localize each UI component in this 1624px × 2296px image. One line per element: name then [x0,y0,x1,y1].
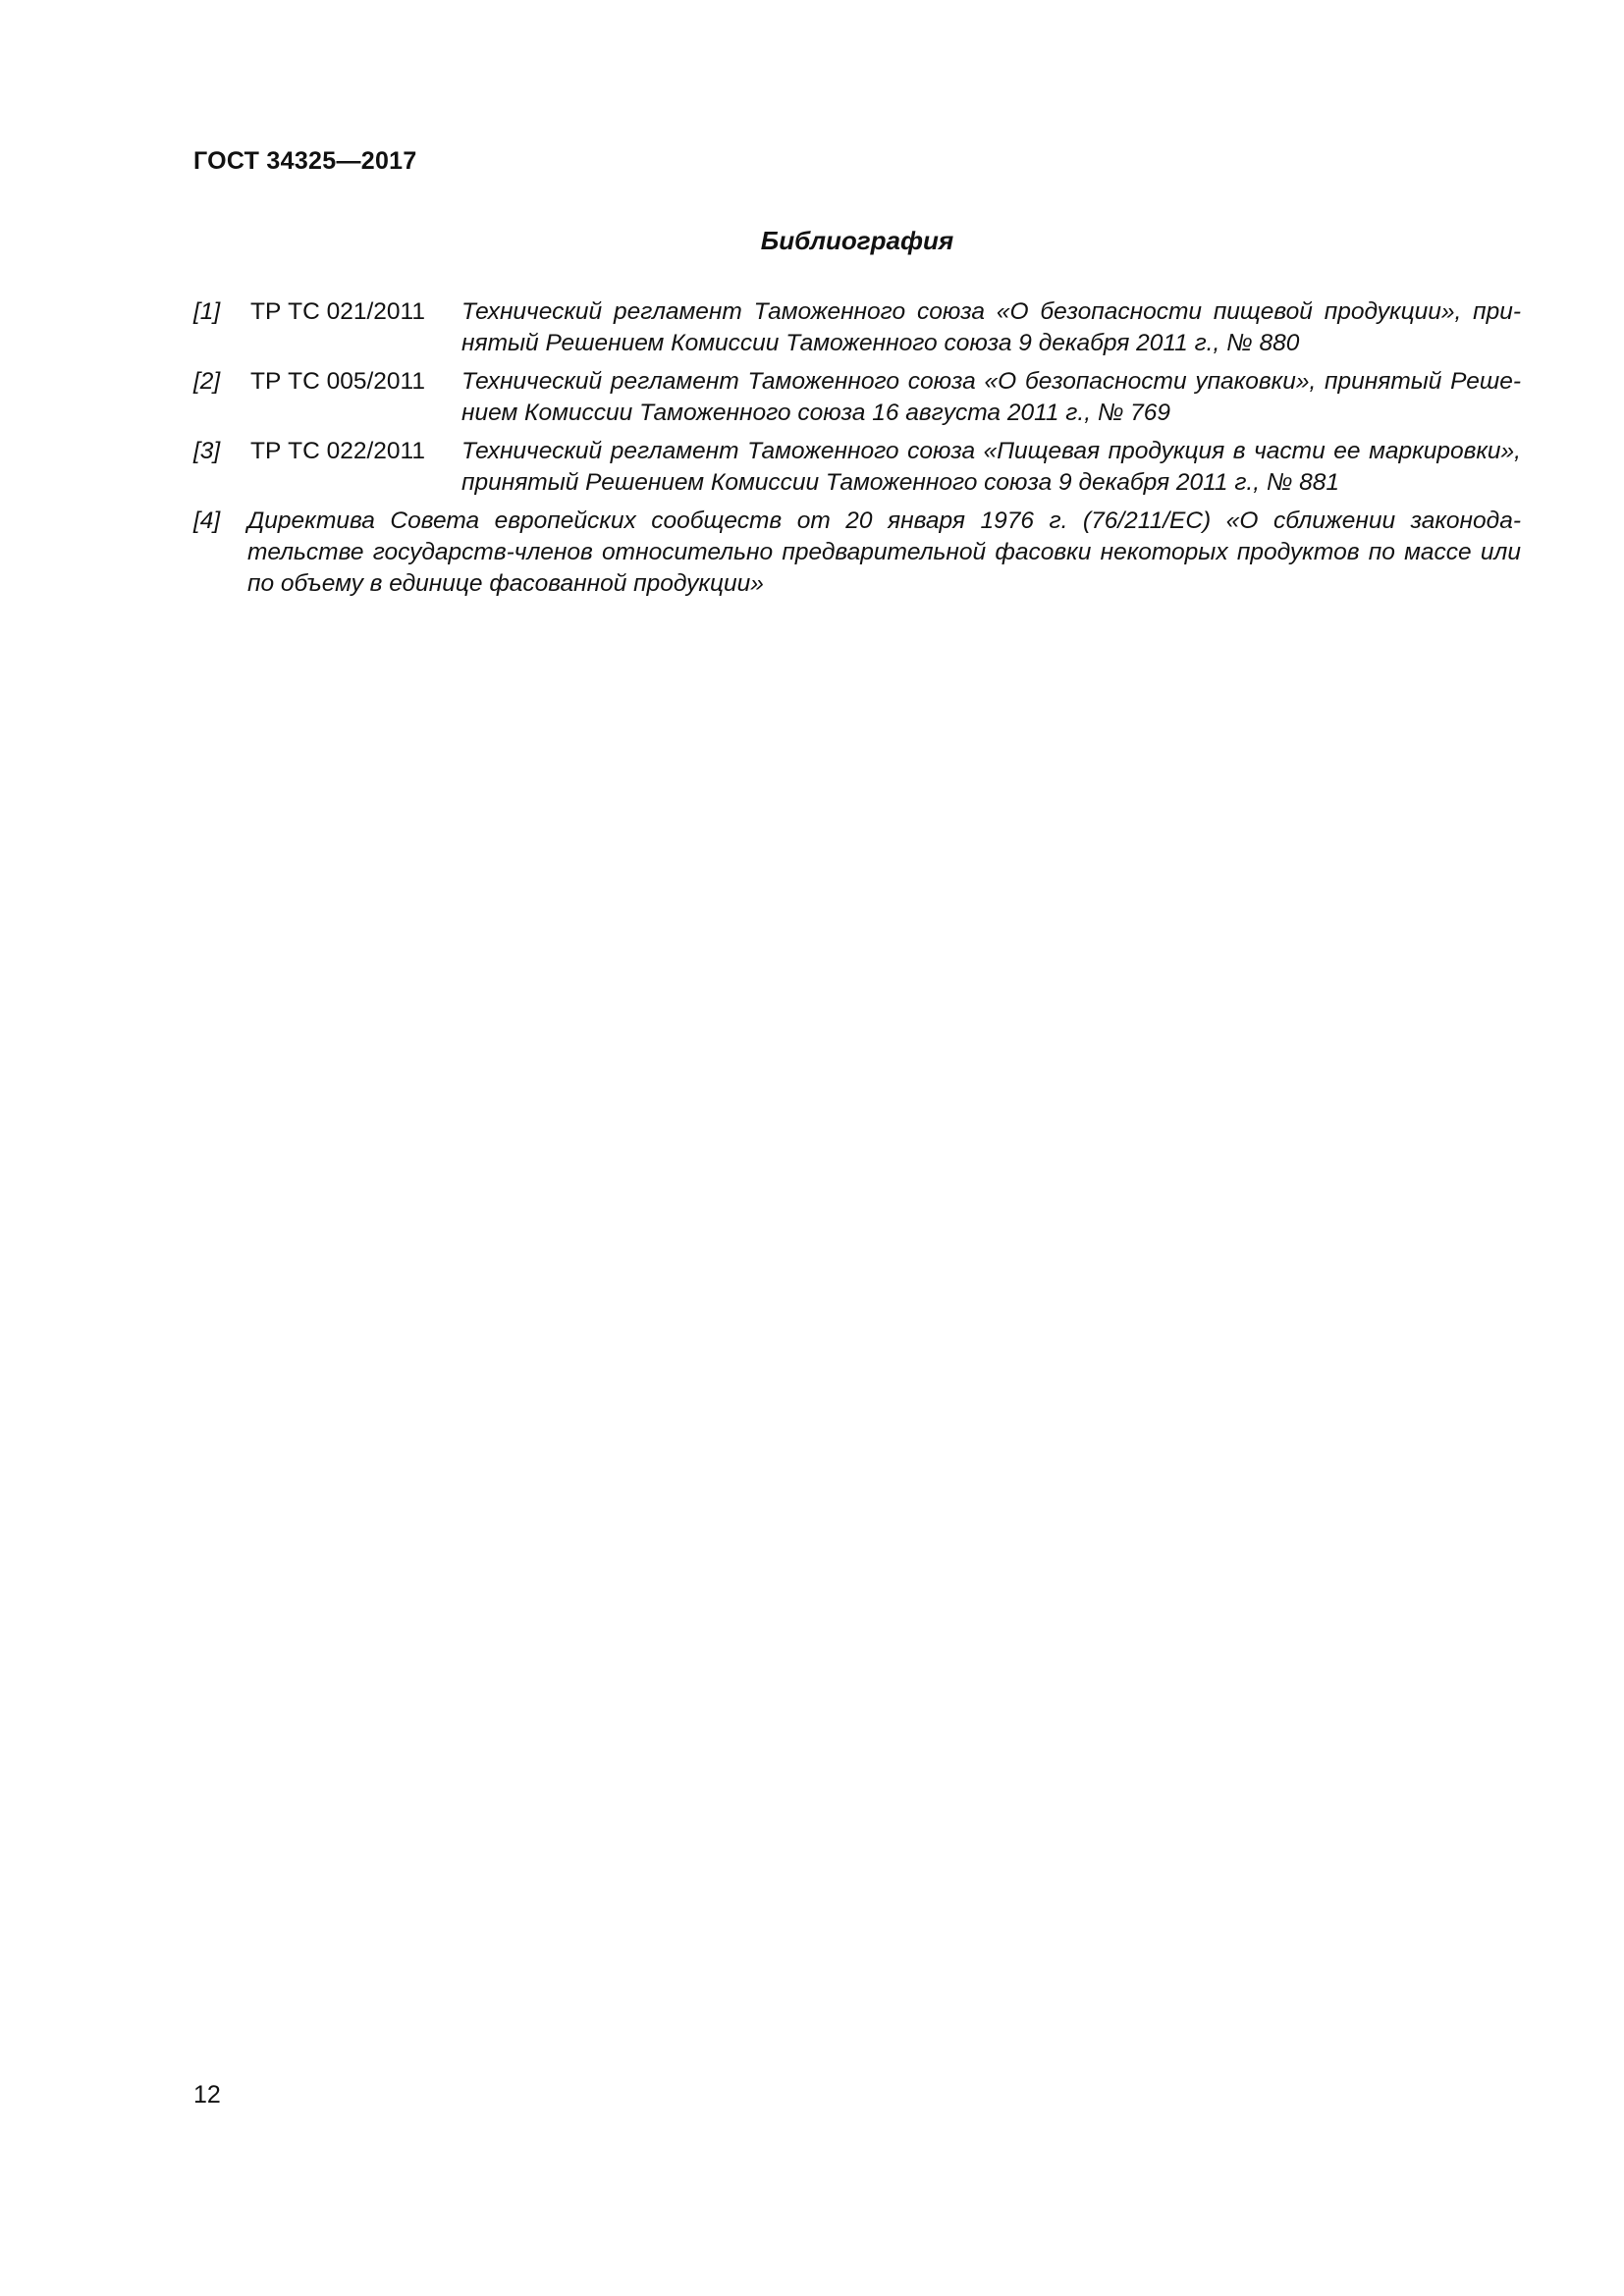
entry-text [461,296,1521,359]
entry-text [461,366,1521,429]
entry-text-line: нятый Решением Комиссии Таможенного союза 9 декабря 2011 г., № 880 [461,330,1300,356]
bibliography-entry-2 [193,366,1521,429]
bibliography-list [193,296,1521,607]
entry-number: [4] [193,507,221,534]
entry-text-line: Технический регламент Таможенного союза «О безопасности пищевой продукции», при- [461,298,1521,325]
entry-text-line: Технический регламент Таможенного союза «О безопасности упаковки», принятый Реше- [461,368,1521,395]
entry-code: ТР ТС 005/2011 [250,368,425,395]
bibliography-title: Библиография [760,226,954,255]
page-number: 12 [193,2081,221,2109]
entry-text [461,436,1521,499]
entry-text-line: Технический регламент Таможенного союза «Пищевая продукция в части ее маркировки», [461,438,1521,464]
entry-text-line: нием Комиссии Таможенного союза 16 августа 2011 г., № 769 [461,400,1171,426]
bibliography-entry-4 [193,506,1521,600]
entry-number: [1] [193,298,221,325]
entry-text-line: принятый Решением Комиссии Таможенного союза 9 декабря 2011 г., № 881 [461,469,1340,496]
entry-number: [2] [193,368,221,395]
document-header-code: ГОСТ 34325—2017 [193,147,417,175]
bibliography-entry-1 [193,296,1521,359]
bibliography-entry-3 [193,436,1521,499]
entry-text-line: Директива Совета европейских сообществ от 20 января 1976 г. (76/211/ЕС) «О сближении законода- [247,507,1521,534]
entry-code: ТР ТС 021/2011 [250,298,425,325]
entry-text-line: тельстве государств-членов относительно предварительной фасовки некоторых продуктов по массе или [247,539,1521,565]
entry-code: ТР ТС 022/2011 [250,438,425,464]
entry-text-line: по объему в единице фасованной продукции» [247,570,764,597]
entry-text [247,506,1521,600]
entry-number: [3] [193,438,221,464]
